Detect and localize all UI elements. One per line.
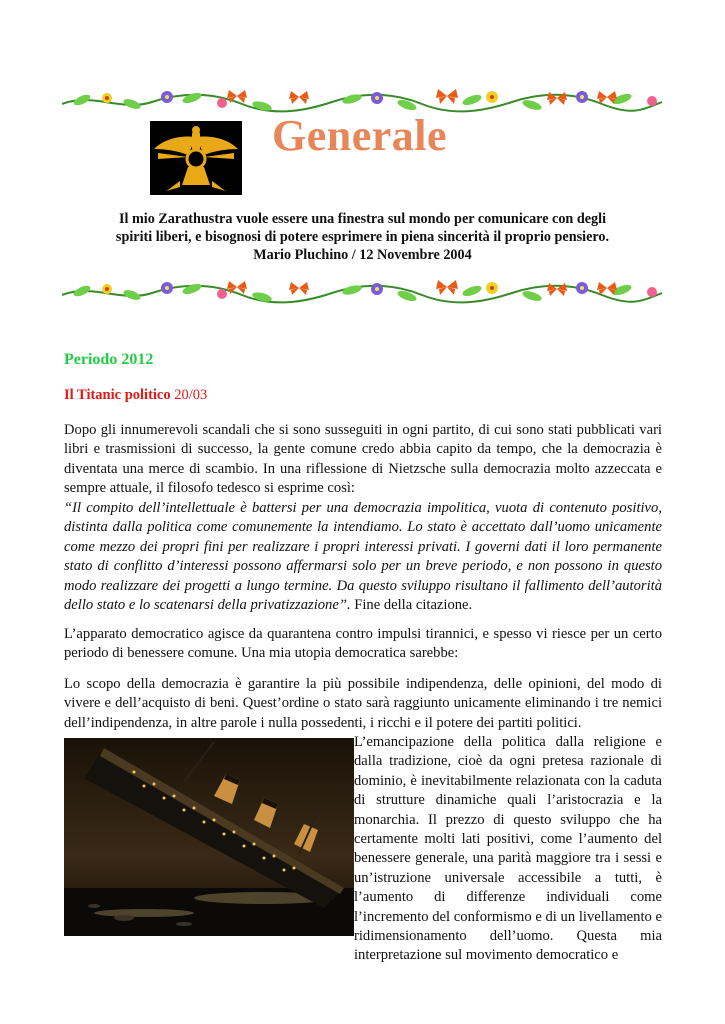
nietzsche-quote: “Il compito dell’intellettuale è battersi per una democrazia impolitica, vuota di contenuto positivo, distinta dalla politica come comunemente la intendiamo. Lo stato è accettato dall’uomo unicamente come mezzo dei propri fini per realizzare i propri interessi privati. I governi dati il loro permanente stato di conflitto d’interessi possono affermarsi solo per un breve periodo, e non possono in questo modo realizzare dei progetti a lungo termine. Da questo sviluppo risultano il fallimento dell’autorità dello stato e lo scatenarsi della privatizzazione”. (64, 500, 662, 614)
paragraph-apparato: L’apparato democratico agisce da quarantena contro impulsi tirannici, e spesso vi riesce per un certo periodo di benessere comune. Una mia utopia democratica sarebbe: (64, 626, 662, 662)
flower-vine-bottom-icon (62, 277, 662, 305)
article-title-line (64, 387, 207, 404)
paragraph-intro: Dopo gli innumerevoli scandali che si sono susseguiti in ogni partito, di cui sono stati pubblicati vari libri e trasmissioni di successo, la gente comune credo abbia capito da tempo, che la democrazia è diventata una merce di scambio. In una riflessione di Nietzsche sulla democrazia molto azzeccata e sempre attuale, il filosofo tedesco si esprime così: (64, 422, 662, 497)
page-title: Generale (272, 111, 448, 160)
sinking-titanic-icon (64, 738, 354, 936)
article-title: Il Titanic politico (64, 387, 171, 403)
motto-text: Il mio Zarathustra vuole essere una finestra sul mondo per comunicare con degli spiriti liberi, e bisognosi di potere esprimere in piena sincerità il proprio pensiero. Mario Pluchino / 12 Novembre 2004 (115, 211, 610, 263)
faravahar-logo (150, 121, 242, 195)
faravahar-icon (150, 121, 242, 195)
paragraph-emancipazione: L’emancipazione della politica dalla religione e dalla tradizione, cioè da ogni pretesa razionale di dominio, è inevitabilmente relazionata con la caduta di strutture dinamiche quali l’aristocrazia e la monarchia. Il prezzo di questo sviluppo che ha certamente molti lati positivi, come l’aumento del benessere generale, una parità maggiore tra i sessi e un’istruzione universale accessibile a tutti, è l’aumento di differenze individuali come l’incremento del conformismo e di un livellamento e ridimensionamento dell’uomo. Questa mia interpretazione sul movimento democratico e (354, 734, 662, 964)
paragraph-scopo: Lo scopo della democrazia è garantire la più possibile indipendenza, delle opinioni, del modo di vivere e dell’acquisto di beni. Quest’ordine o stato sarà raggiunto unicamente eliminando i tre nemici dell’indipendenza, in altre parole i nulla possedenti, i ricchi e il potere dei partiti politici. (64, 676, 662, 731)
quote-end-note: Fine della citazione. (350, 597, 473, 614)
quote-paragraph (64, 499, 662, 615)
titanic-image (64, 738, 354, 936)
section-heading: Periodo 2012 (64, 351, 154, 368)
article-date: 20/03 (174, 387, 208, 403)
